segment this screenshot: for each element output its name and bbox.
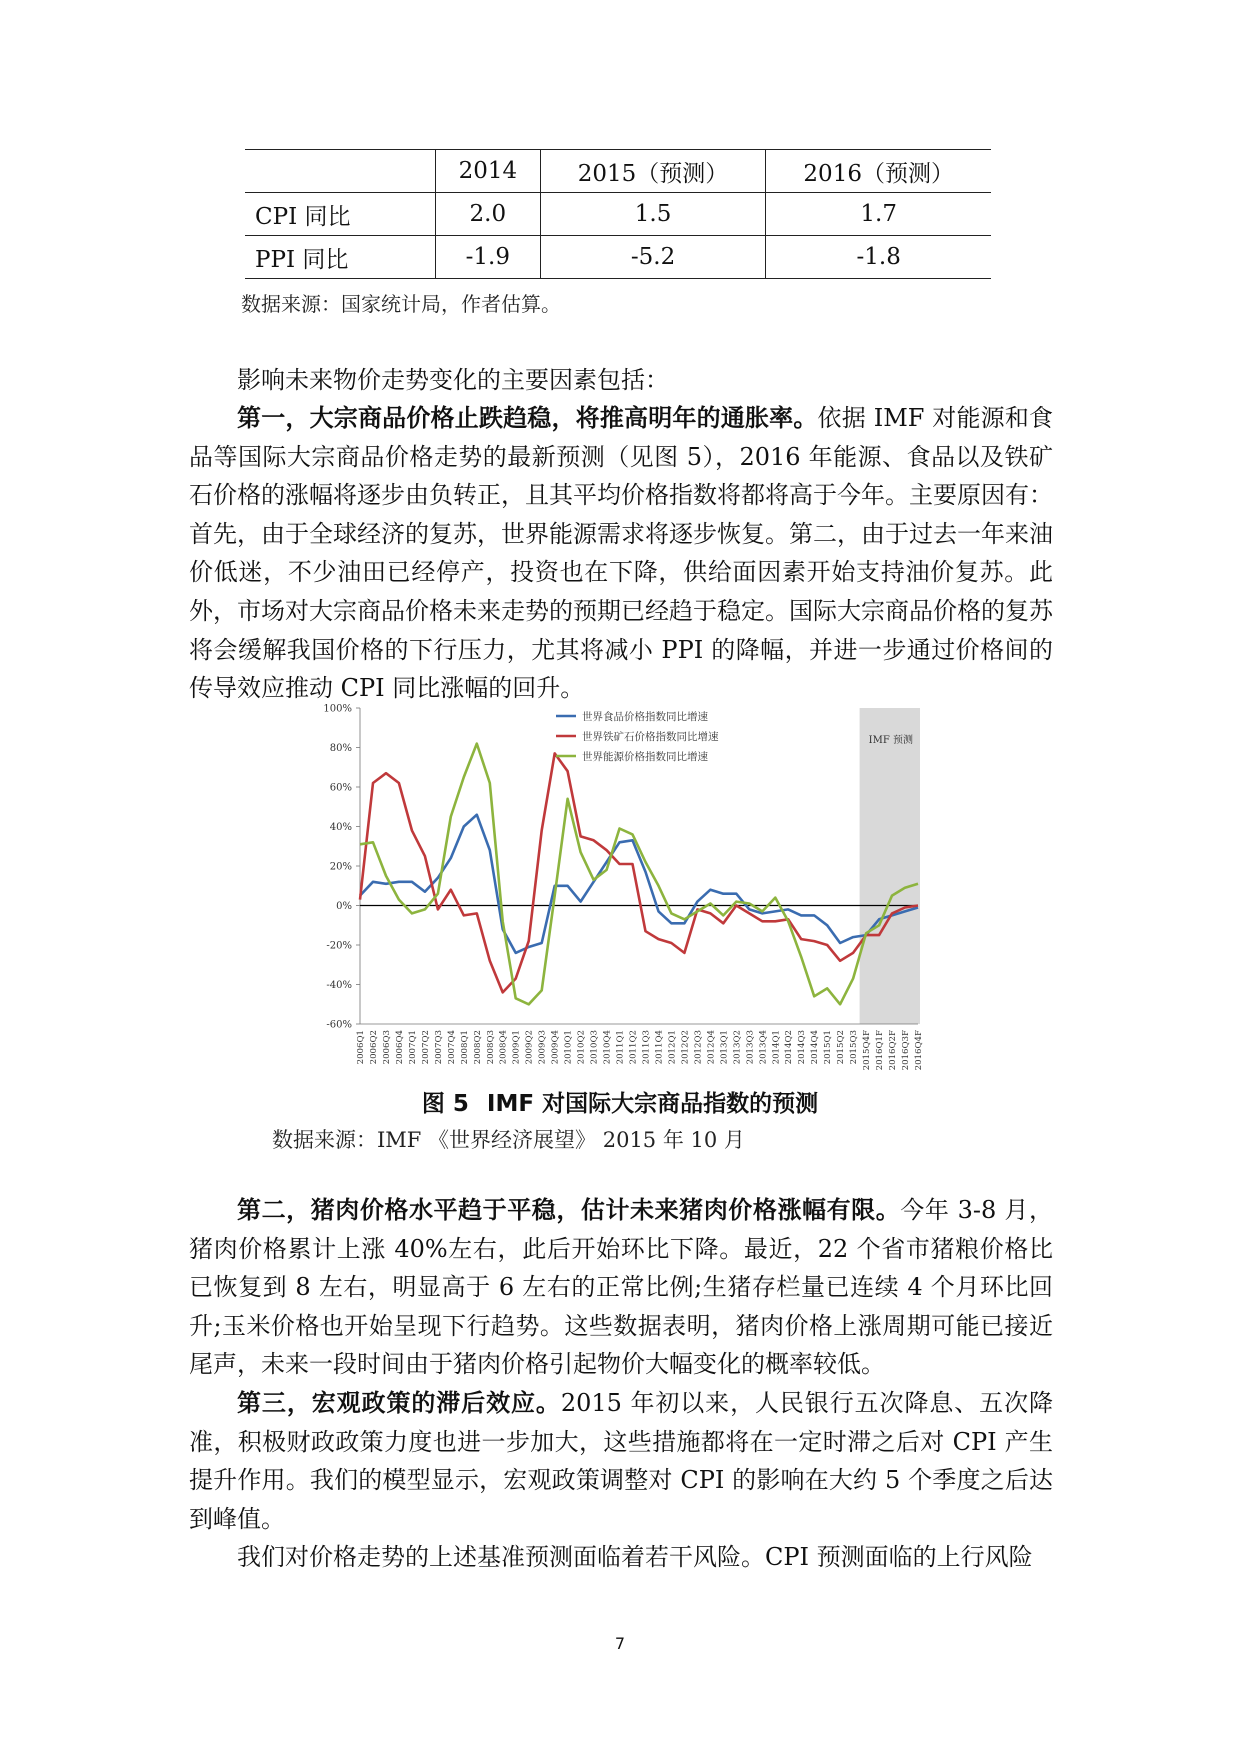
legend-label: 世界食品价格指数同比增速 [582,711,708,723]
x-tick-label: 2012Q1 [667,1030,678,1065]
x-tick-label: 2010Q3 [589,1030,600,1065]
legend-label: 世界能源价格指数同比增速 [582,751,708,763]
x-tick-label: 2010Q2 [576,1030,587,1065]
row-label: PPI 同比 [245,236,436,279]
y-tick-label: 20% [329,861,352,873]
x-tick-label: 2015Q1 [823,1030,834,1065]
figure-source: 数据来源：IMF 《世界经济展望》 2015 年 10 月 [272,1128,745,1152]
x-tick-label: 2006Q2 [368,1030,379,1065]
intro-paragraph: 影响未来物价走势变化的主要因素包括： [237,366,669,394]
table-cell: -1.8 [766,236,991,279]
x-tick-label: 2006Q1 [356,1030,366,1065]
y-tick-label: -20% [326,940,352,952]
commodity-forecast-chart [320,698,930,1090]
table-source: 数据来源：国家统计局，作者估算。 [241,292,561,316]
table-header-cell: 2015（预测） [540,150,766,193]
table-cell: 1.5 [540,193,766,236]
figure-caption [0,1085,1240,1118]
x-tick-label: 2007Q3 [433,1030,444,1065]
table-header-row [245,150,991,193]
paragraph-2-text: 今年 3-8 月，猪肉价格累计上涨 40%左右，此后开始环比下降。最近，22 个省市猪粮价格比已恢复到 8 左右，明显高于 6 左右的正常比例;生猪存栏量已连续 4 个月环比回升;玉米价格也开始呈现下行趋势。这些数据表明，猪肉价格上涨周期可能已接近尾声，未来一段时间由于猪肉价格引起物价大幅变化的概率较低。 [189,1196,1053,1379]
table-row [245,193,991,236]
paragraph-1-heading: 第一，大宗商品价格止跌趋稳，将推高明年的通胀率。 [237,403,818,432]
x-tick-label: 2009Q1 [511,1030,522,1065]
x-tick-label: 2010Q1 [563,1030,574,1065]
x-tick-label: 2011Q4 [654,1030,665,1065]
forecast-label: IMF 预测 [868,735,913,746]
x-tick-label: 2015Q2 [836,1030,847,1065]
price-forecast-table [245,149,991,279]
x-tick-label: 2016Q2F [888,1030,899,1071]
x-tick-label: 2013Q3 [745,1030,756,1065]
x-tick-label: 2016Q4F [914,1030,924,1071]
y-tick-label: 40% [329,822,352,833]
forecast-band [860,708,920,1024]
x-tick-label: 2008Q1 [459,1030,470,1065]
table-row [245,236,991,279]
paragraph-3-text: 2015 年初以来，人民银行五次降息、五次降准，积极财政政策力度也进一步加大，这些措施都将在一定时滞之后对 CPI 产生提升作用。我们的模型显示，宏观政策调整对 CPI 的影响在大约 5 个季度之后达到峰值。 [189,1389,1053,1533]
series-line-1 [360,815,918,953]
table-cell: 2.0 [436,193,541,236]
x-tick-label: 2008Q2 [472,1030,483,1065]
x-tick-label: 2014Q1 [771,1030,782,1065]
table-header-cell: 2016（预测） [766,150,991,193]
x-tick-label: 2013Q4 [758,1030,769,1065]
x-tick-label: 2011Q2 [628,1030,639,1065]
x-tick-label: 2012Q4 [706,1030,717,1065]
paragraph-4: 我们对价格走势的上述基准预测面临着若干风险。CPI 预测面临的上行风险 [237,1543,1033,1571]
paragraph-1-text: 依据 IMF 对能源和食品等国际大宗商品价格走势的最新预测（见图 5），2016 年能源、食品以及铁矿石价格的涨幅将逐步由负转正，且其平均价格指数将都将高于今年。主要原因有：首先，由于全球经济的复苏，世界能源需求将逐步恢复。第二，由于过去一年来油价低迷，不少油田已经停产，投资也在下降，供给面因素开始支持油价复苏。此外，市场对大宗商品价格未来走势的预期已经趋于稳定。国际大宗商品价格的复苏将会缓解我国价格的下行压力，尤其将减小 PPI 的降幅，并进一步通过价格间的传导效应推动 CPI 同比涨幅的回升。 [189,404,1054,703]
page-number: 7 [614,1634,626,1653]
y-tick-label: -60% [326,1019,352,1031]
x-tick-label: 2012Q2 [680,1030,691,1065]
table-header-cell [245,150,436,193]
figure-number: 图 5 [421,1091,469,1117]
y-tick-label: 60% [329,782,352,794]
x-tick-label: 2016Q1F [875,1030,886,1071]
table-cell: -5.2 [540,236,766,279]
x-tick-label: 2014Q2 [784,1030,795,1065]
x-tick-label: 2014Q4 [810,1030,821,1065]
paragraph-3 [189,1384,1053,1538]
x-tick-label: 2009Q2 [524,1030,535,1065]
y-tick-label: 80% [329,743,352,754]
y-tick-label: -40% [326,980,352,991]
chart-svg [320,698,930,1090]
table-cell: 1.7 [766,193,991,236]
y-tick-label: 0% [336,901,352,912]
x-tick-label: 2013Q2 [732,1030,743,1065]
figure-title: IMF 对国际大宗商品指数的预测 [486,1091,819,1117]
row-label: CPI 同比 [245,193,436,236]
table-header-cell: 2014 [436,150,541,193]
x-tick-label: 2013Q1 [719,1030,730,1065]
legend-label: 世界铁矿石价格指数同比增速 [582,731,719,743]
x-tick-label: 2015Q4F [862,1030,873,1071]
x-tick-label: 2008Q3 [485,1030,496,1065]
series-line-3 [360,744,918,1005]
y-tick-label: 100% [323,703,352,715]
x-tick-label: 2006Q3 [381,1030,392,1065]
x-tick-label: 2007Q1 [407,1030,418,1065]
paragraph-2-heading: 第二，猪肉价格水平趋于平稳，估计未来猪肉价格涨幅有限。 [237,1195,901,1224]
x-tick-label: 2007Q2 [420,1030,431,1065]
x-tick-label: 2011Q1 [615,1030,626,1065]
series-line-2 [360,753,918,992]
x-tick-label: 2008Q4 [498,1030,509,1065]
table-cell: -1.9 [436,236,541,279]
paragraph-3-heading: 第三，宏观政策的滞后效应。 [237,1388,561,1417]
x-tick-label: 2006Q4 [394,1030,405,1065]
x-tick-label: 2015Q3 [849,1030,860,1065]
x-tick-label: 2010Q4 [602,1030,613,1065]
x-tick-label: 2009Q3 [537,1030,548,1065]
paragraph-2 [189,1191,1053,1384]
x-tick-label: 2007Q4 [446,1030,457,1065]
x-tick-label: 2009Q4 [550,1030,561,1065]
paragraph-1 [189,399,1053,708]
x-tick-label: 2016Q3F [901,1030,912,1071]
x-tick-label: 2014Q3 [797,1030,808,1065]
x-tick-label: 2011Q3 [641,1030,652,1065]
x-tick-label: 2012Q3 [693,1030,704,1065]
